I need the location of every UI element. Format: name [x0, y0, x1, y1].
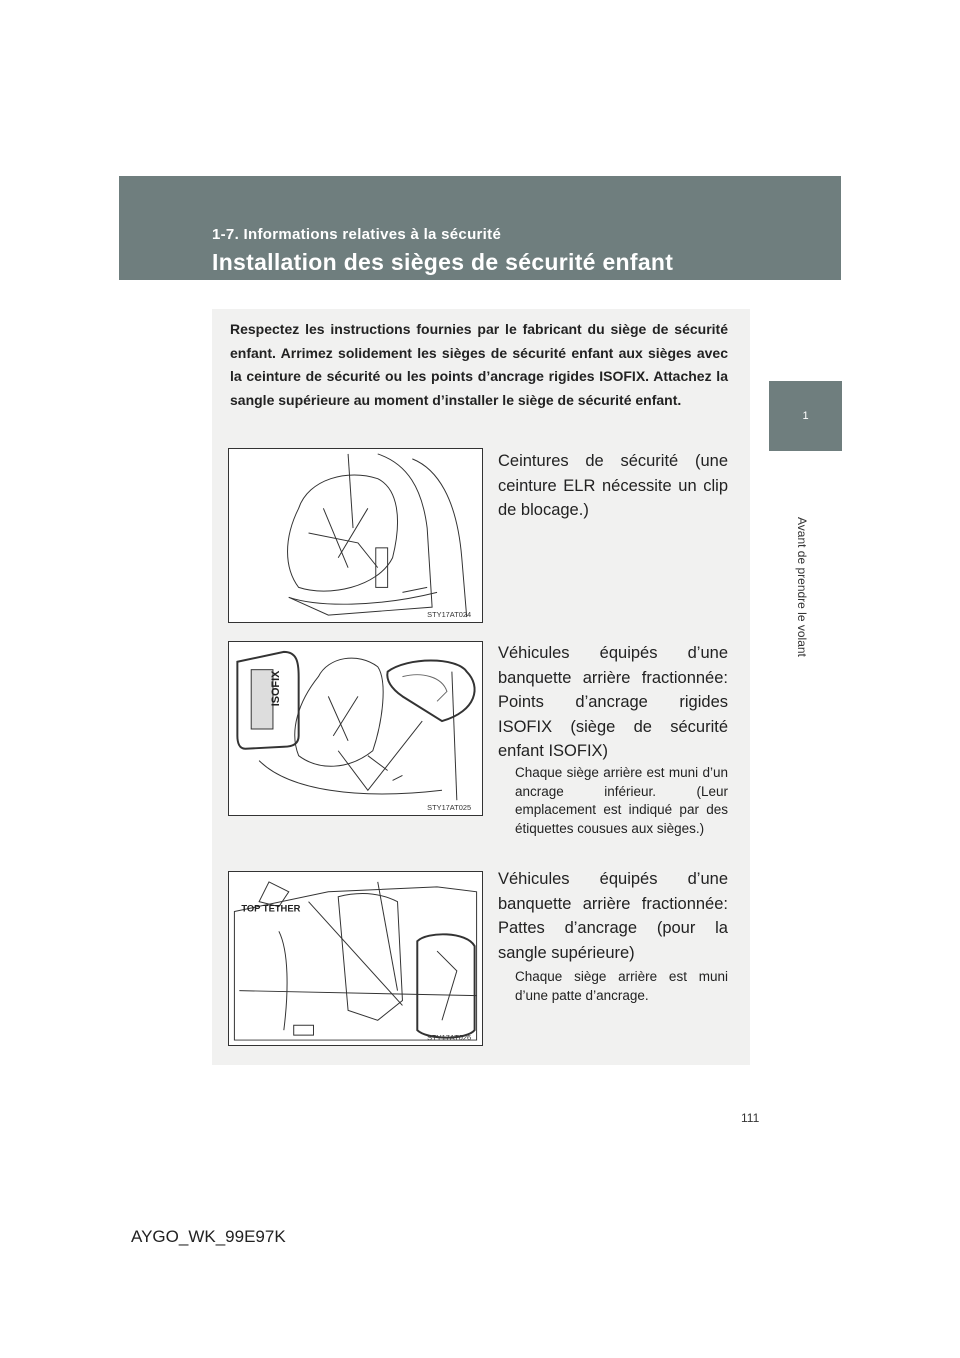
figure-code: STY17AT026 [427, 1033, 472, 1043]
figure-isofix [228, 641, 483, 816]
document-code: AYGO_WK_99E97K [131, 1227, 286, 1246]
figure-code: STY17AT025 [427, 803, 472, 813]
chapter-tab: 1 [769, 381, 842, 451]
page-title: Installation des sièges de sécurité enfant [212, 249, 674, 275]
figure-code: STY17AT024 [427, 610, 472, 620]
block-3-text: Véhicules équipés d’une banquette arrière fractionnée: Pattes d’ancrage (pour la sangle supérieure) [498, 870, 728, 962]
figure-top-tether [228, 871, 483, 1046]
block-3-note: Chaque siège arrière est muni d’une patte d’ancrage. [515, 969, 728, 1003]
page-number: 111 [741, 1111, 760, 1125]
top-tether-illustration [229, 872, 482, 1045]
block-2-text: Véhicules équipés d’une banquette arrière fractionnée: Points d’ancrage rigides ISOFIX (siège de sécurité enfant ISOFIX) [498, 644, 728, 760]
child-seat-belt-illustration [229, 449, 482, 622]
isofix-label: ISOFIX [269, 670, 282, 707]
section-label: 1-7. Informations relatives à la sécurité [212, 226, 502, 243]
intro-paragraph: Respectez les instructions fournies par le fabricant du siège de sécurité enfant. Arrimez solidement les sièges de sécurité enfant aux sièges avec la ceinture de sécurité ou les points d’ancrage rigides ISOFIX. Attachez la sangle supérieure au moment d’installer le siège de sécurité enfant. [230, 321, 728, 408]
isofix-anchor-illustration [229, 642, 482, 815]
block-1-text: Ceintures de sécurité (une ceinture ELR nécessite un clip de blocage.) [498, 452, 728, 519]
chapter-side-label: Avant de prendre le volant [795, 517, 809, 657]
figure-seat-belt [228, 448, 483, 623]
block-2-note: Chaque siège arrière est muni d’un ancrage inférieur. (Leur emplacement est indiqué par des étiquettes cousues aux sièges.) [515, 765, 728, 836]
top-tether-label: TOP TETHER [241, 902, 301, 914]
